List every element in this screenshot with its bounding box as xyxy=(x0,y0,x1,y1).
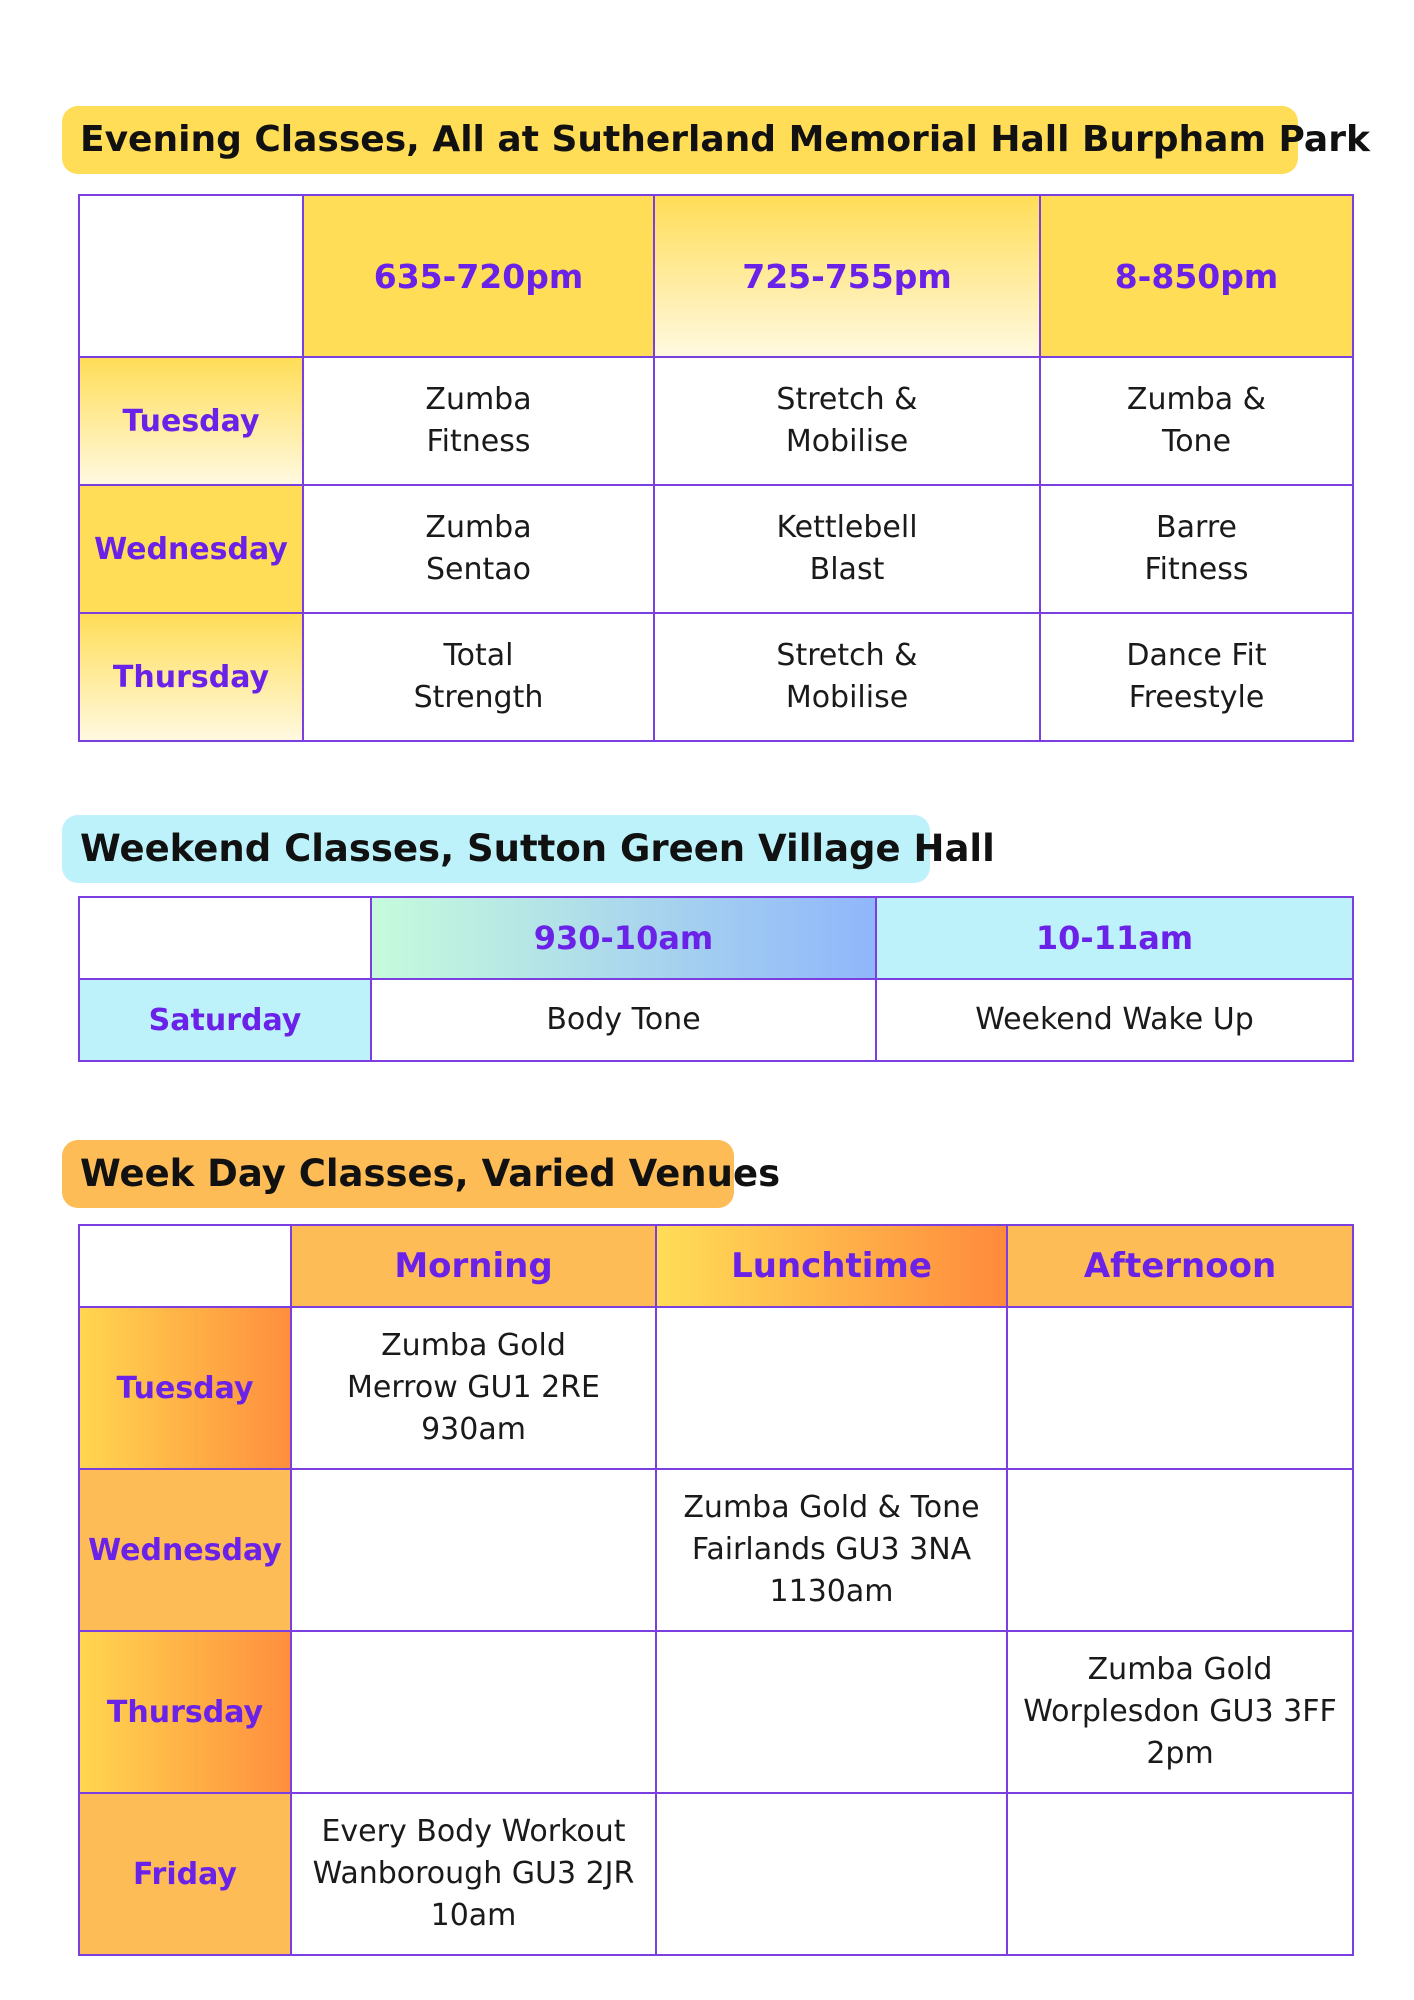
corner-cell xyxy=(79,195,303,357)
empty-cell xyxy=(291,1631,656,1793)
table-row xyxy=(79,1793,1353,1955)
class-cell: Zumba Gold Worplesdon GU3 3FF 2pm xyxy=(1007,1631,1353,1793)
empty-cell xyxy=(1007,1307,1353,1469)
class-cell: Stretch & Mobilise xyxy=(654,613,1040,741)
time-header: Afternoon xyxy=(1007,1225,1353,1307)
table-header-row xyxy=(79,897,1353,979)
class-cell: Zumba Gold & Tone Fairlands GU3 3NA 1130am xyxy=(656,1469,1007,1631)
table-row xyxy=(79,1469,1353,1631)
table-row xyxy=(79,613,1353,741)
day-label: Tuesday xyxy=(79,1307,291,1469)
day-label: Thursday xyxy=(79,1631,291,1793)
time-header: 725-755pm xyxy=(654,195,1040,357)
day-label: Wednesday xyxy=(79,1469,291,1631)
day-label: Wednesday xyxy=(79,485,303,613)
table-row xyxy=(79,1307,1353,1469)
day-label: Tuesday xyxy=(79,357,303,485)
class-cell: Stretch & Mobilise xyxy=(654,357,1040,485)
class-cell: Barre Fitness xyxy=(1040,485,1353,613)
evening-schedule-table xyxy=(78,194,1354,742)
class-cell: Total Strength xyxy=(303,613,654,741)
table-row xyxy=(79,979,1353,1061)
time-header: Morning xyxy=(291,1225,656,1307)
table-header-row xyxy=(79,195,1353,357)
day-label: Thursday xyxy=(79,613,303,741)
class-cell: Dance Fit Freestyle xyxy=(1040,613,1353,741)
table-row xyxy=(79,357,1353,485)
class-cell: Zumba & Tone xyxy=(1040,357,1353,485)
time-header: 930-10am xyxy=(371,897,876,979)
class-cell: Weekend Wake Up xyxy=(876,979,1353,1061)
class-cell: Zumba Fitness xyxy=(303,357,654,485)
empty-cell xyxy=(656,1631,1007,1793)
empty-cell xyxy=(1007,1469,1353,1631)
time-header: Lunchtime xyxy=(656,1225,1007,1307)
weekday-heading: Week Day Classes, Varied Venues xyxy=(62,1140,734,1208)
day-label: Friday xyxy=(79,1793,291,1955)
empty-cell xyxy=(656,1307,1007,1469)
weekday-schedule-table xyxy=(78,1224,1354,1956)
empty-cell xyxy=(291,1469,656,1631)
class-cell: Zumba Sentao xyxy=(303,485,654,613)
day-label: Saturday xyxy=(79,979,371,1061)
class-cell: Every Body Workout Wanborough GU3 2JR 10am xyxy=(291,1793,656,1955)
time-header: 635-720pm xyxy=(303,195,654,357)
weekend-heading: Weekend Classes, Sutton Green Village Hall xyxy=(62,815,930,883)
empty-cell xyxy=(656,1793,1007,1955)
corner-cell xyxy=(79,897,371,979)
table-row xyxy=(79,1631,1353,1793)
weekend-schedule-table xyxy=(78,896,1354,1062)
table-row xyxy=(79,485,1353,613)
class-cell: Zumba Gold Merrow GU1 2RE 930am xyxy=(291,1307,656,1469)
empty-cell xyxy=(1007,1793,1353,1955)
evening-heading: Evening Classes, All at Sutherland Memorial Hall Burpham Park xyxy=(62,106,1298,174)
corner-cell xyxy=(79,1225,291,1307)
time-header: 10-11am xyxy=(876,897,1353,979)
class-cell: Body Tone xyxy=(371,979,876,1061)
table-header-row xyxy=(79,1225,1353,1307)
class-cell: Kettlebell Blast xyxy=(654,485,1040,613)
time-header: 8-850pm xyxy=(1040,195,1353,357)
